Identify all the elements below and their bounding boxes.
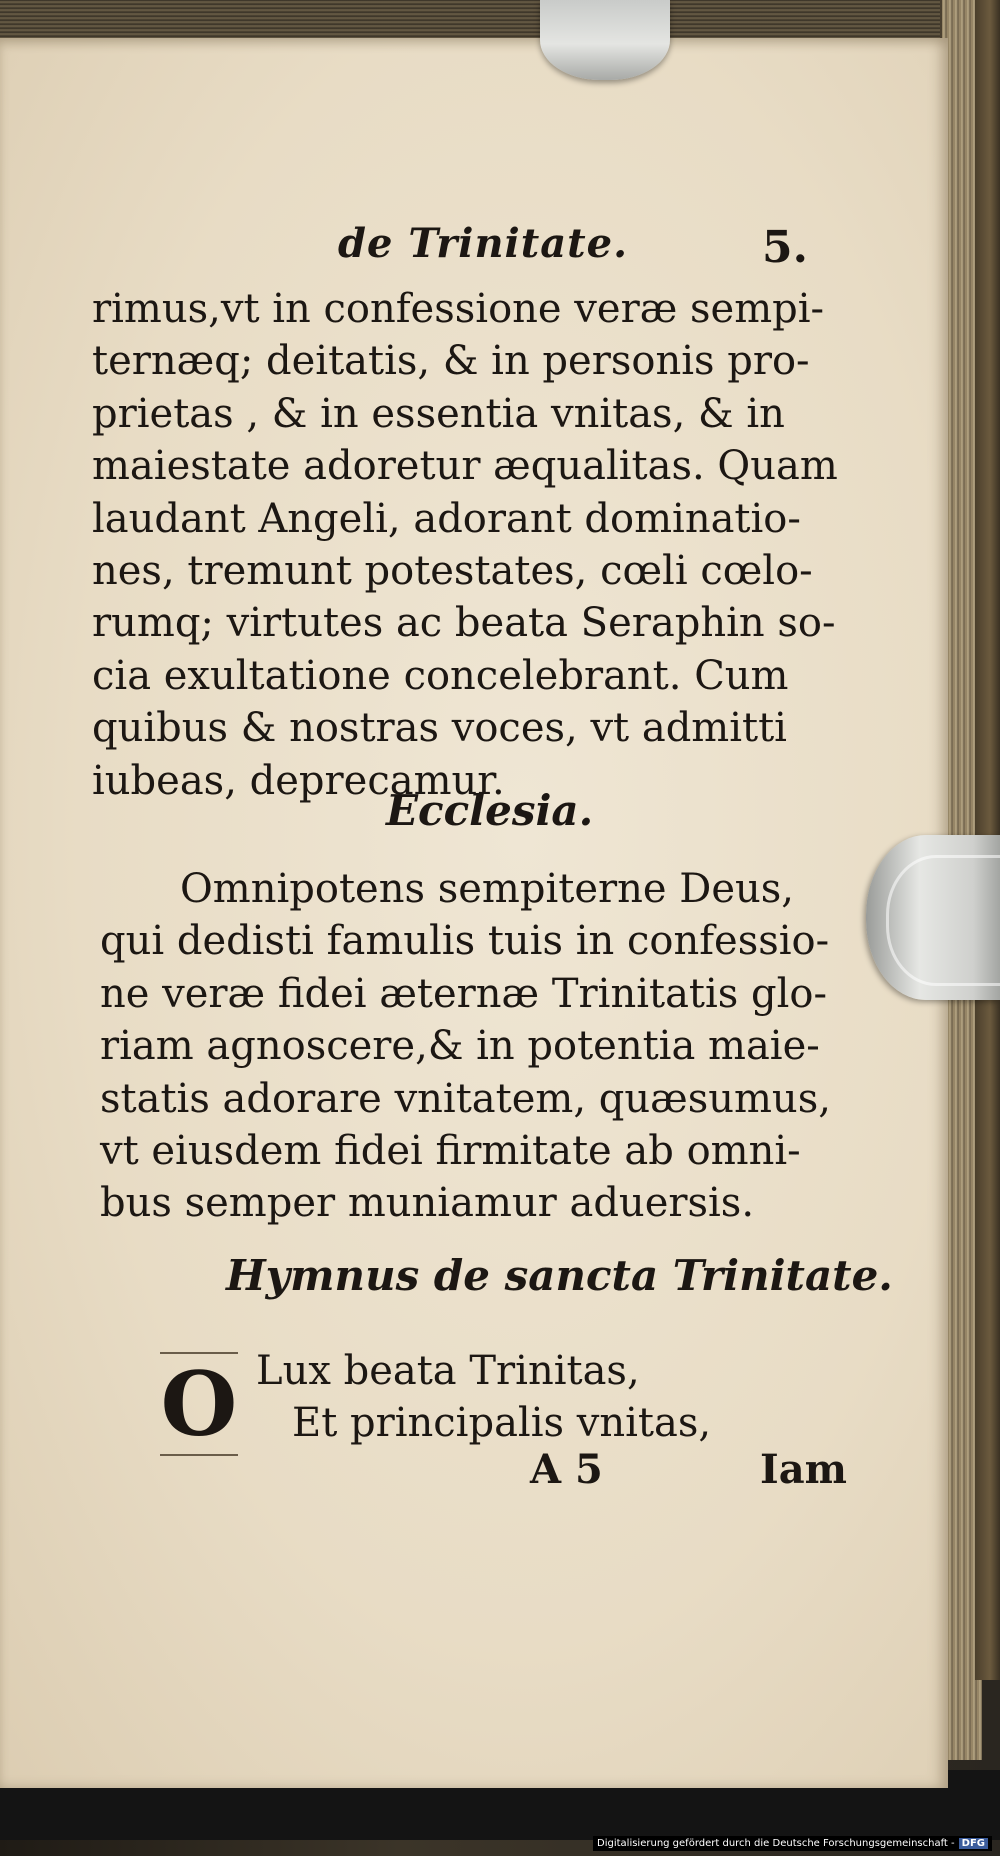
text-line: rumq; virtutes ac beata Seraphin so- bbox=[92, 600, 836, 647]
dfg-logo: DFG bbox=[959, 1838, 988, 1849]
oration-text bbox=[100, 863, 860, 1230]
text-line: vt eiusdem fidei firmitate ab omni- bbox=[100, 1127, 801, 1174]
credit-text: Digitalisierung gefördert durch die Deutsche Forschungsgemeinschaft - bbox=[597, 1838, 955, 1849]
text-line: riam agnoscere,& in potentia maie- bbox=[100, 1023, 820, 1070]
page-number: 5. bbox=[762, 222, 808, 273]
page-header bbox=[0, 220, 948, 280]
book-top-edges bbox=[0, 0, 960, 40]
text-line: qui dedisti famulis tuis in confessio- bbox=[100, 918, 830, 965]
drop-cap-initial: O bbox=[160, 1352, 238, 1456]
text-line: rimus,vt in confessione veræ sempi- bbox=[92, 286, 825, 332]
running-head: de Trinitate. bbox=[338, 220, 628, 267]
hymn-line: Lux beata Trinitas, bbox=[256, 1348, 640, 1394]
hymn-line: Et principalis vnitas, bbox=[292, 1400, 712, 1446]
hymn-block bbox=[160, 1348, 860, 1498]
text-line: iubeas, deprecamur. bbox=[92, 757, 505, 804]
text-line: cia exultatione concelebrant. Cum bbox=[92, 652, 789, 699]
book-page bbox=[0, 38, 948, 1788]
text-line: maiestate adoretur æqualitas. Quam bbox=[92, 443, 838, 490]
text-line: ternæq; deitatis, & in personis pro- bbox=[92, 338, 810, 385]
section-heading-ecclesia: Ecclesia. bbox=[386, 786, 594, 835]
text-line: statis adorare vnitatem, quæsumus, bbox=[100, 1075, 831, 1122]
signature-mark: A 5 bbox=[530, 1446, 603, 1493]
preface-text bbox=[92, 283, 852, 807]
digitization-credit bbox=[593, 1836, 992, 1851]
text-line: prietas , & in essentia vnitas, & in bbox=[92, 390, 785, 437]
text-line: ne veræ fidei æternæ Trinitatis glo- bbox=[100, 970, 828, 1017]
text-line: laudant Angeli, adorant dominatio- bbox=[92, 495, 801, 542]
paper-clip-right bbox=[866, 835, 1000, 1000]
text-line: bus semper muniamur aduersis. bbox=[100, 1180, 755, 1227]
catchword: Iam bbox=[760, 1446, 847, 1493]
paper-clip-top bbox=[540, 0, 670, 80]
section-heading-hymn: Hymnus de sancta Trinitate. bbox=[226, 1251, 893, 1300]
text-line: nes, tremunt potestates, cœli cœlo- bbox=[92, 547, 813, 594]
text-line: Omnipotens sempiterne Deus, bbox=[180, 866, 795, 912]
text-line: quibus & nostras voces, vt admitti bbox=[92, 705, 787, 752]
